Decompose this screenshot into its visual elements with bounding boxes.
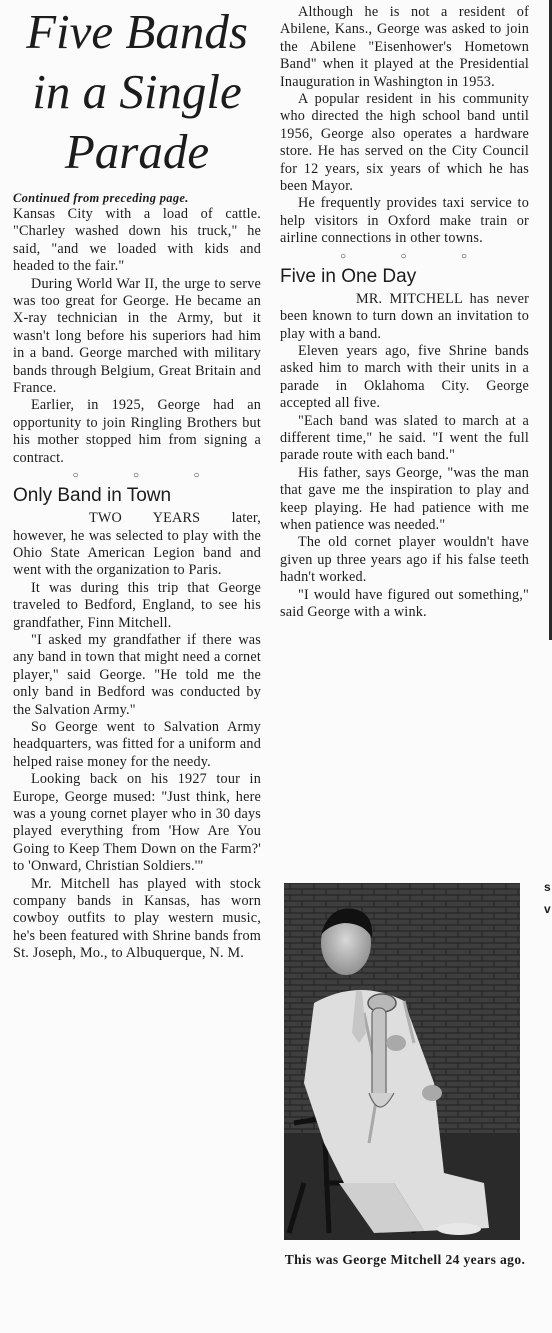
photo-caption: This was George Mitchell 24 years ago. <box>284 1252 526 1267</box>
paragraph: Earlier, in 1925, George had an opportunity to join Ringling Brothers but his mother stopped him from signing a contract. <box>13 397 261 466</box>
headline-line: in a Single <box>32 64 242 119</box>
paragraph: TWO YEARS later, however, he was selected to play with the Ohio State American Legion band and went with the organization to Paris. <box>13 510 261 579</box>
headline-line: Five Bands <box>26 4 248 59</box>
paragraph: "Each band was slated to march at a different time," he said. "I went the full parade route with each band." <box>280 412 529 464</box>
paragraph: A popular resident in his community who directed the high school band until 1956, George also operates a hardware store. He has served on the City Council for 12 years, six years of which he has been Mayor. <box>280 91 529 195</box>
paragraph: His father, says George, "was the man that gave me the inspiration to play and keep playing. He had patience with me when patience was needed." <box>280 464 529 533</box>
paragraph: During World War II, the urge to serve was too great for George. He became an X-ray technician in the Army, but it wasn't long before his superiors had him in a band. George marched with military bands through Belgium, Great Britain and France. <box>13 275 261 397</box>
paragraph: He frequently provides taxi service to help visitors in Oxford make train or airline connections in other towns. <box>280 195 529 247</box>
paragraph: "I asked my grandfather if there was any band in town that might need a cornet player," said George. "He told me the only band in Bedford was conducted by the Salvation Army." <box>13 631 261 718</box>
continued-note: Continued from preceding page. <box>13 191 189 205</box>
paragraph: Mr. Mitchell has played with stock company bands in Kansas, has worn cowboy outfits to play western music, he's been featured with Shrine bands from St. Joseph, Mo., to Albuquerque, N. M. <box>13 875 261 962</box>
paragraph: Looking back on his 1927 tour in Europe, George mused: "Just think, here was a young cornet player who in 30 days played everything from 'How Are You Going to Keep Them Down on the Farm?' to 'Onward, Christian Soldiers.'" <box>13 771 261 875</box>
paragraph: So George went to Salvation Army headquarters, was fitted for a uniform and helped raise money for the needy. <box>13 718 261 770</box>
paragraph: It was during this trip that George traveled to Bedford, England, to see his grandfather, Finn Mitchell. <box>13 579 261 631</box>
section-separator: ○ ○ ○ <box>339 250 494 262</box>
subhead-only-band: Only Band in Town <box>13 485 172 507</box>
headline <box>13 2 261 182</box>
portrait-photo <box>284 883 520 1240</box>
right-column <box>280 4 529 621</box>
paragraph: The old cornet player wouldn't have given up three years ago if his false teeth hadn't worked. <box>280 534 529 586</box>
paragraph: Kansas City with a load of cattle. "Charley washed down his truck," he said, "and we loaded with kids and headed to the fair." <box>13 206 261 275</box>
section-separator: ○ ○ ○ <box>72 470 226 482</box>
paragraph: MR. MITCHELL has never been known to turn down an invitation to play with a band. <box>280 290 529 342</box>
edge-letter: v <box>544 902 551 916</box>
paragraph: Eleven years ago, five Shrine bands asked him to march with their units in a parade in Oklahoma City. George accepted all five. <box>280 342 529 412</box>
headline-line: Parade <box>64 124 210 179</box>
paragraph: "I would have figured out something," said George with a wink. <box>280 586 529 620</box>
edge-letter: s <box>544 880 551 894</box>
subhead-five-in-one-day: Five in One Day <box>280 265 417 287</box>
paragraph: Although he is not a resident of Abilene, Kans., George was asked to join the Abilene "Eisenhower's Hometown Band" when it played at the Presidential Inauguration in Washington in 1953. <box>280 4 529 90</box>
left-column <box>13 2 261 963</box>
